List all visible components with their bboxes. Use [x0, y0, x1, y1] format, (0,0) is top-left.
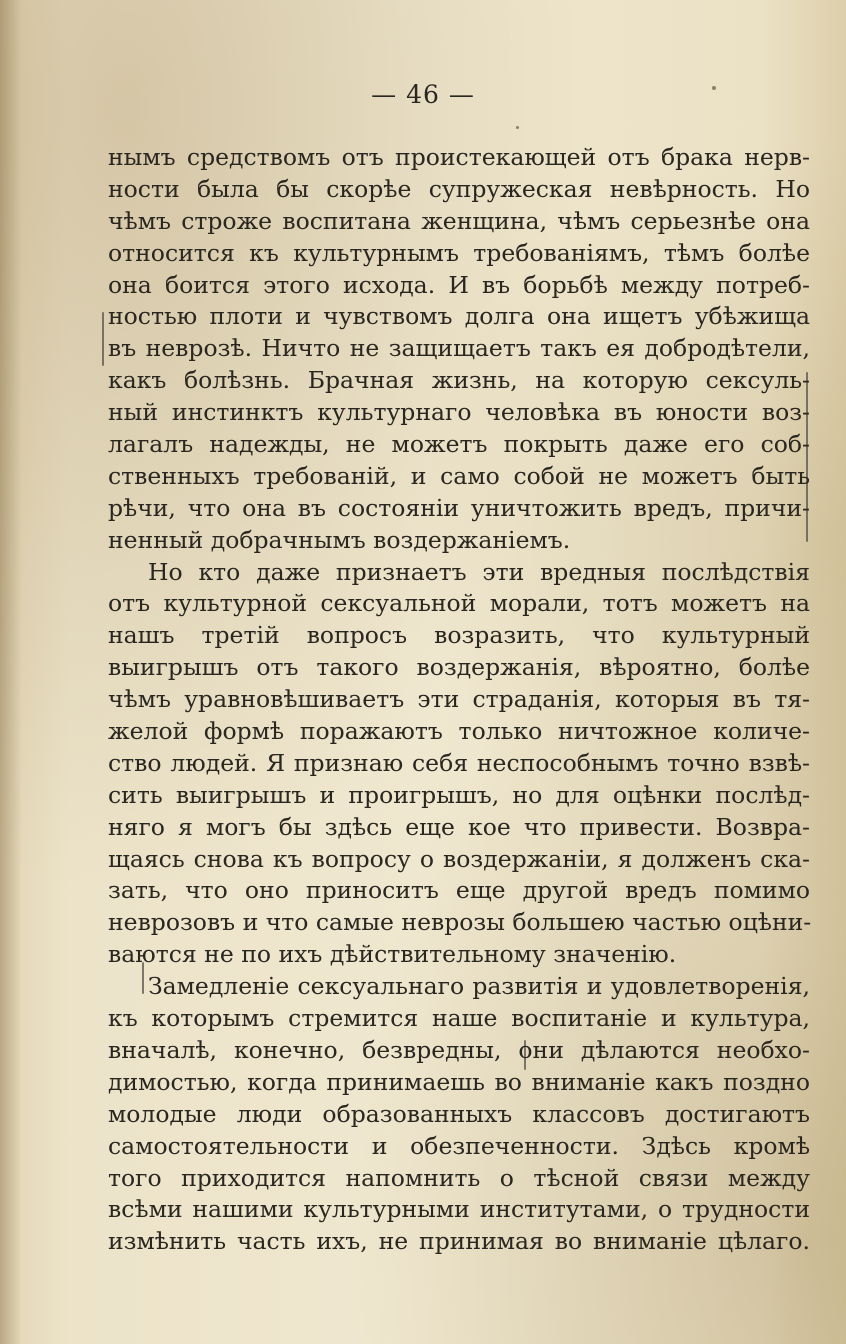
speck	[516, 126, 519, 129]
text-line: лагалъ надежды, не можетъ покрыть даже его соб-	[108, 430, 810, 459]
text-line: къ которымъ стремится наше воспитанiе и культура,	[108, 1004, 810, 1033]
body-text	[108, 142, 810, 1258]
text-line: чѣмъ строже воспитана женщина, чѣмъ серьезнѣе она	[108, 206, 810, 235]
text-line: нашъ третiй вопросъ возразить, что культурный	[108, 621, 810, 650]
text-line: няго я могъ бы здѣсь еще кое что привести. Возвра-	[108, 812, 810, 841]
text-line: ненный добрачнымъ воздержанiемъ.	[108, 525, 571, 554]
text-line: ваются не по ихъ дѣйствительному значенiю.	[108, 940, 677, 969]
text-line: зать, что оно приноситъ еще другой вредъ помимо	[108, 876, 810, 905]
text-line: отъ культурной сексуальной морали, тотъ можетъ на	[108, 589, 810, 618]
text-line: ности была бы скорѣе супружеская невѣрность. Но	[108, 174, 810, 203]
text-line: нымъ средствомъ отъ проистекающей отъ брака нерв-	[108, 143, 810, 171]
text-line: какъ болѣзнь. Брачная жизнь, на которую сексуль-	[108, 366, 810, 395]
text-line: ностью плоти и чувствомъ долга она ищетъ убѣжища	[108, 302, 810, 331]
text-line: ственныхъ требованiй, и само собой не можетъ быть	[108, 461, 810, 490]
margin-mark-left	[102, 312, 104, 366]
text-line: Но кто даже признаетъ эти вредныя послѣдствiя	[148, 557, 810, 586]
text-line: вначалѣ, конечно, безвредны, они дѣлаются необхо-	[108, 1035, 810, 1064]
speck	[712, 86, 716, 90]
spine-shadow	[0, 0, 22, 1344]
text-line: молодые люди образованныхъ классовъ достигаютъ	[108, 1099, 810, 1128]
text-line: щаясь снова къ вопросу о воздержанiи, я долженъ ска-	[108, 844, 810, 873]
text-line: ный инстинктъ культурнаго человѣка въ юности воз-	[108, 398, 810, 427]
text-line: въ неврозѣ. Ничто не защищаетъ такъ ея добродѣтели,	[108, 334, 810, 363]
text-line: димостью, когда принимаешь во вниманiе какъ поздно	[108, 1067, 810, 1096]
text-line: она боится этого исхода. И въ борьбѣ между потреб-	[108, 270, 810, 299]
text-line: того приходится напомнить о тѣсной связи между	[108, 1163, 810, 1192]
text-line: Замедленiе сексуальнаго развитiя и удовлетворенiя,	[148, 972, 810, 1001]
text-line: всѣми нашими культурными институтами, о трудности	[108, 1195, 810, 1224]
text-line: измѣнить часть ихъ, не принимая во вниманiе цѣлаго.	[108, 1227, 810, 1256]
text-line: неврозовъ и что самые неврозы большею частью оцѣни-	[108, 908, 812, 937]
text-line: сить выигрышъ и проигрышъ, но для оцѣнки послѣд-	[108, 780, 810, 809]
text-line: желой формѣ поражаютъ только ничтожное количе-	[108, 717, 810, 746]
text-line: рѣчи, что она въ состоянiи уничтожить вредъ, причи-	[108, 493, 810, 522]
text-line: самостоятельности и обезпеченности. Здѣсь кромѣ	[108, 1131, 810, 1160]
text-line: относится къ культурнымъ требованiямъ, тѣмъ болѣе	[108, 238, 810, 267]
text-line: чѣмъ уравновѣшиваетъ эти страданiя, которыя въ тя-	[108, 685, 810, 714]
text-line: ство людей. Я признаю себя неспособнымъ точно взвѣ-	[108, 748, 810, 777]
text-line: выигрышъ отъ такого воздержанiя, вѣроятно, болѣе	[108, 653, 810, 682]
page-number: — 46 —	[371, 80, 475, 109]
